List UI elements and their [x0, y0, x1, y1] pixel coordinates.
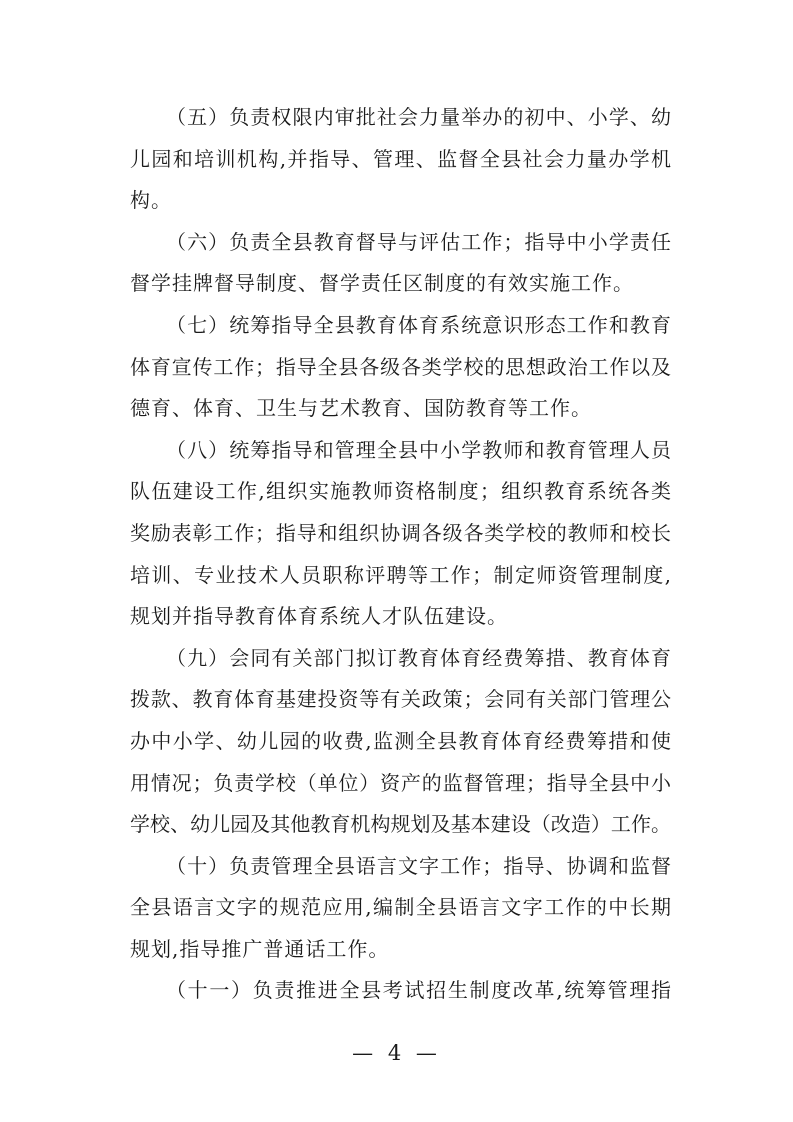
text-line: （十）负责管理全县语言文字工作；指导、协调和监督 [166, 853, 671, 878]
paragraph [130, 222, 671, 305]
text-line: 办中小学、幼儿园的收费,监测全县教育体育经费筹措和使 [130, 728, 671, 753]
document-body [130, 97, 671, 1012]
text-line: （七）统筹指导全县教育体育系统意识形态工作和教育 [166, 312, 671, 337]
paragraph [130, 638, 671, 846]
text-line: 规划,指导推广普通话工作。 [130, 936, 390, 961]
text-line: （六）负责全县教育督导与评估工作；指导中小学责任 [166, 229, 671, 254]
text-line: 儿园和培训机构,并指导、管理、监督全县社会力量办学机 [130, 146, 671, 171]
page-number: — 4 — [352, 1041, 441, 1065]
text-line: 规划并指导教育体育系统人才队伍建设。 [130, 604, 508, 629]
text-line: 培训、专业技术人员职称评聘等工作；制定师资管理制度, [130, 562, 671, 587]
paragraph [130, 430, 671, 638]
text-line: 用情况；负责学校（单位）资产的监督管理；指导全县中小 [130, 770, 671, 795]
text-line: 奖励表彰工作；指导和组织协调各级各类学校的教师和校长 [130, 520, 671, 545]
paragraph [130, 846, 671, 971]
text-line: 德育、体育、卫生与艺术教育、国防教育等工作。 [130, 396, 592, 421]
text-line: 构。 [130, 188, 172, 213]
text-line: 全县语言文字的规范应用,编制全县语言文字工作的中长期 [130, 895, 671, 920]
text-line: （八）统筹指导和管理全县中小学教师和教育管理人员 [166, 437, 671, 462]
text-line: 拨款、教育体育基建投资等有关政策；会同有关部门管理公 [130, 687, 671, 712]
text-line: 队伍建设工作,组织实施教师资格制度；组织教育系统各类 [130, 479, 671, 504]
text-line: （九）会同有关部门拟订教育体育经费筹措、教育体育 [166, 645, 671, 670]
paragraph [130, 305, 671, 430]
paragraph [130, 97, 671, 222]
paragraph [130, 970, 671, 1012]
text-line: 学校、幼儿园及其他教育机构规划及基本建设（改造）工作。 [130, 812, 671, 837]
text-line: （十一）负责推进全县考试招生制度改革,统筹管理指 [166, 978, 671, 1003]
text-line: 督学挂牌督导制度、督学责任区制度的有效实施工作。 [130, 271, 634, 296]
text-line: （五）负责权限内审批社会力量举办的初中、小学、幼 [166, 105, 671, 129]
text-line: 体育宣传工作；指导全县各级各类学校的思想政治工作以及 [130, 354, 671, 379]
